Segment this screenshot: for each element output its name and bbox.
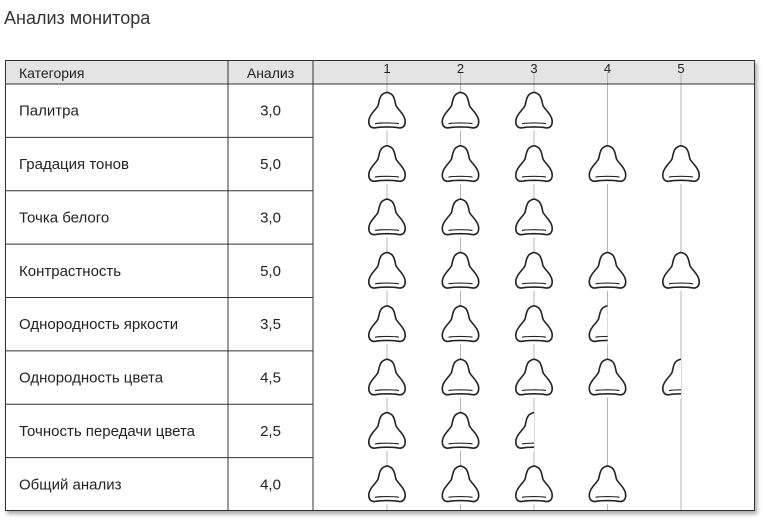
tick-label-4: 4 <box>603 61 612 76</box>
rating-marker-half <box>514 412 552 452</box>
table-row <box>19 466 627 504</box>
rating-marker <box>515 253 553 291</box>
rating-marker <box>368 306 406 344</box>
rating-marker <box>589 146 627 184</box>
row-category-label: Однородность цвета <box>19 369 164 387</box>
row-score-label: 2,5 <box>260 422 281 440</box>
rating-marker <box>368 253 406 291</box>
table-rows <box>19 92 700 504</box>
table-row <box>19 305 626 345</box>
rating-marker <box>368 413 406 451</box>
row-category-label: Контрастность <box>19 262 122 280</box>
rating-marker <box>662 146 700 184</box>
rating-marker <box>515 92 553 130</box>
tick-label-3: 3 <box>530 61 538 76</box>
row-category-label: Точность передачи цвета <box>19 422 196 440</box>
row-category-label: Палитра <box>19 102 79 120</box>
tick-label-5: 5 <box>677 61 685 76</box>
table-row <box>19 359 699 399</box>
row-category-label: Однородность яркости <box>19 316 179 334</box>
table-row <box>19 92 553 130</box>
table-header-bg <box>5 60 755 84</box>
rating-marker <box>589 466 627 504</box>
rating-marker <box>368 359 406 397</box>
rating-marker <box>442 466 480 504</box>
row-category-label: Градация тонов <box>19 156 129 174</box>
rating-marker <box>515 146 553 184</box>
rating-marker <box>442 92 480 130</box>
table-row <box>19 146 700 184</box>
rating-marker <box>442 359 480 397</box>
rating-marker <box>589 359 627 397</box>
rating-marker-half <box>588 305 626 345</box>
header-category: Категория <box>19 65 85 81</box>
table-row <box>19 412 552 452</box>
rating-marker <box>368 466 406 504</box>
row-score-label: 5,0 <box>260 156 281 174</box>
tick-label-2: 2 <box>456 61 465 76</box>
rating-marker <box>515 306 553 344</box>
rating-marker <box>662 253 700 291</box>
rating-marker <box>442 199 480 237</box>
row-score-label: 3,0 <box>260 209 281 227</box>
page-title: Анализ монитора <box>4 8 151 28</box>
rating-marker <box>442 306 480 344</box>
table-row <box>19 253 700 291</box>
rating-marker <box>442 413 480 451</box>
rating-chart <box>5 60 755 511</box>
tick-label-1: 1 <box>383 61 391 76</box>
row-score-label: 4,0 <box>260 476 281 494</box>
rating-marker <box>515 359 553 397</box>
rating-marker <box>442 146 480 184</box>
rating-marker <box>368 92 406 130</box>
rating-marker <box>442 253 480 291</box>
table-row <box>19 199 553 237</box>
row-score-label: 3,0 <box>260 102 281 120</box>
rating-marker <box>589 253 627 291</box>
row-score-label: 4,5 <box>260 369 281 387</box>
rating-marker <box>368 199 406 237</box>
rating-marker <box>515 199 553 237</box>
rating-marker <box>368 146 406 184</box>
rating-marker <box>515 466 553 504</box>
row-score-label: 5,0 <box>260 262 281 280</box>
rating-table <box>5 60 755 511</box>
row-category-label: Точка белого <box>19 209 110 227</box>
row-category-label: Общий анализ <box>19 476 122 494</box>
row-score-label: 3,5 <box>260 316 281 334</box>
rating-marker-half <box>661 359 699 399</box>
header-score: Анализ <box>246 65 295 81</box>
